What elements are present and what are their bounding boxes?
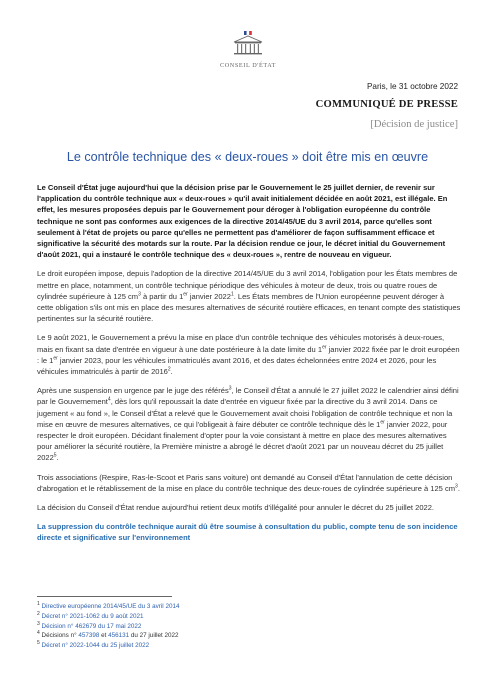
paragraph-directive: Le droit européen impose, depuis l'adoption de la directive 2014/45/UE du 3 avril 2014, l'obligation pour les États membres de mettre en place, notamment, un contrôle technique périodique des véhicules à moteur de deux, trois ou quatre roues de cylindrée supérieure à 125 $cm^3$ à partir du 1er janvier 2022$^1$. Les États membres de l'Union européenne peuvent déroger à cette obligation s'ils ont mis en place des mesures alternatives de sécurité routière efficaces, en tenant compte des statistiques pertinentes sur la sécurité routière.	[37, 269, 461, 324]
palais-royal-emblem-icon	[230, 30, 266, 60]
footnote-link[interactable]: 457398	[78, 632, 100, 640]
section-subheading: La suppression du contrôle technique aurait dû être soumise à consultation du public, compte tenu de son incidence directe et significative sur l'environnement	[37, 522, 458, 543]
body-text	[37, 182, 461, 552]
footnote-divider	[37, 596, 172, 597]
footnote-ref: 4	[107, 396, 111, 403]
page-title: Le contrôle technique des « deux-roues » doit être mis en œuvre	[66, 150, 429, 164]
footnote-item: $^2$ Décret n° 2021-1062 du 9 août 2021	[37, 610, 144, 620]
footnote-item: $^1$ Directive européenne 2014/45/UE du 3 avril 2014	[37, 600, 180, 610]
footnote-ref: 1	[230, 291, 234, 298]
footnote-ref: 2	[167, 366, 171, 373]
footnotes	[37, 596, 461, 651]
paragraph-annulment: Après une suspension en urgence par le juge des référés$^3$, le Conseil d'État a annulé le 27 juillet 2022 le calendrier ainsi défini par le Gouvernement$^4$, dès lors qu'il repoussait la date d'entrée en vigueur fixée par la directive du 3 avril 2014. Dans ce jugement « au fond », le Conseil d'État a relevé que le Gouvernement avait choisi l'obligation de contrôle technique et non la mise en œuvre de mesures alternatives, ce qui l'obligeait à faire débuter ce contrôle technique dès le 1er janvier 2022, pour respecter le droit européen. Décidant finalement d'opter pour la voie consistant à mettre en place des mesures alternatives pour améliorer la sécurité routière, la Première ministre a abrogé le décret d'août 2021 par un nouveau décret du 25 juillet 2022$^5$.	[37, 385, 459, 463]
footnote-ref: 5	[53, 452, 57, 459]
footnote-link[interactable]: 456131	[108, 632, 130, 640]
press-release-date: Paris, le 31 octobre 2022	[366, 82, 458, 91]
logo-text: CONSEIL D'ÉTAT	[220, 62, 277, 69]
paragraph-government-decree: Le 9 août 2021, le Gouvernement a prévu la mise en place d'un contrôle technique des véhicules motorisés à deux-roues, mais en fixant sa date d'entrée en vigueur à une date postérieure à la date limite du 1er janvier 2022 fixée par le droit européen : le 1er janvier 2023, pour les véhicules immatriculés avant 2016, et des dates échelonnées entre 2024 et 2026, pour les véhicules immatriculés à partir de 2016$^2$.	[37, 333, 460, 377]
footnote-link[interactable]: Décret n° 2022-1044 du 25 juillet 2022	[41, 642, 150, 650]
footnote-ref: 3	[228, 385, 232, 392]
document-category: [Décision de justice]	[370, 119, 458, 130]
footnote-link[interactable]: Décret n° 2021-1062 du 9 août 2021	[41, 612, 144, 620]
conseil-etat-logo	[220, 30, 276, 69]
paragraph-decision: La décision du Conseil d'État rendue aujourd'hui retient deux motifs d'illégalité pour annuler le décret du 25 juillet 2022.	[37, 503, 435, 513]
footnote-item: $^4$ Décisions n° 457398 et 456131 du 27 juillet 2022	[37, 630, 179, 640]
document-type-heading: COMMUNIQUÉ DE PRESSE	[315, 99, 458, 110]
paragraph-associations: Trois associations (Respire, Ras-le-Scoot et Paris sans voiture) ont demandé au Conseil d'État l'annulation de cette décision d'abrogation et le rétablissement de la mise en place du contrôle technique des deux-roues de cylindrée supérieure à 125 $cm^3$.	[37, 472, 460, 493]
footnote-link[interactable]: Directive européenne 2014/45/UE du 3 avril 2014	[41, 603, 180, 610]
footnote-item: $^3$ Décision n° 462679 du 17 mai 2022	[37, 620, 142, 630]
footnote-item: $^5$ Décret n° 2022-1044 du 25 juillet 2022	[37, 640, 150, 650]
footnote-link[interactable]: Décision n° 462679 du 17 mai 2022	[41, 622, 142, 630]
lead-paragraph: Le Conseil d'État juge aujourd'hui que la décision prise par le Gouvernement le 25 juillet dernier, de revenir sur l'application du contrôle technique aux « deux-roues » qu'il avait initialement décidée en août 2021, est illégale. En effet, les mesures proposées depuis par le Gouvernement pour déroger à l'obligation européenne du contrôle technique ne sont pas conformes aux exigences de la directive 2014/45/UE du 3 avril 2014, parce qu'elles sont seulement à l'état de projets ou parce qu'elles ne permettent pas d'améliorer de façon suffisamment efficace et significative la sécurité des motards sur la route. Par la décision rendue ce jour, le décret initial du Gouvernement d'août 2021, qui a instauré le contrôle technique des « deux-roues », rentre de nouveau en vigueur.	[37, 183, 448, 260]
